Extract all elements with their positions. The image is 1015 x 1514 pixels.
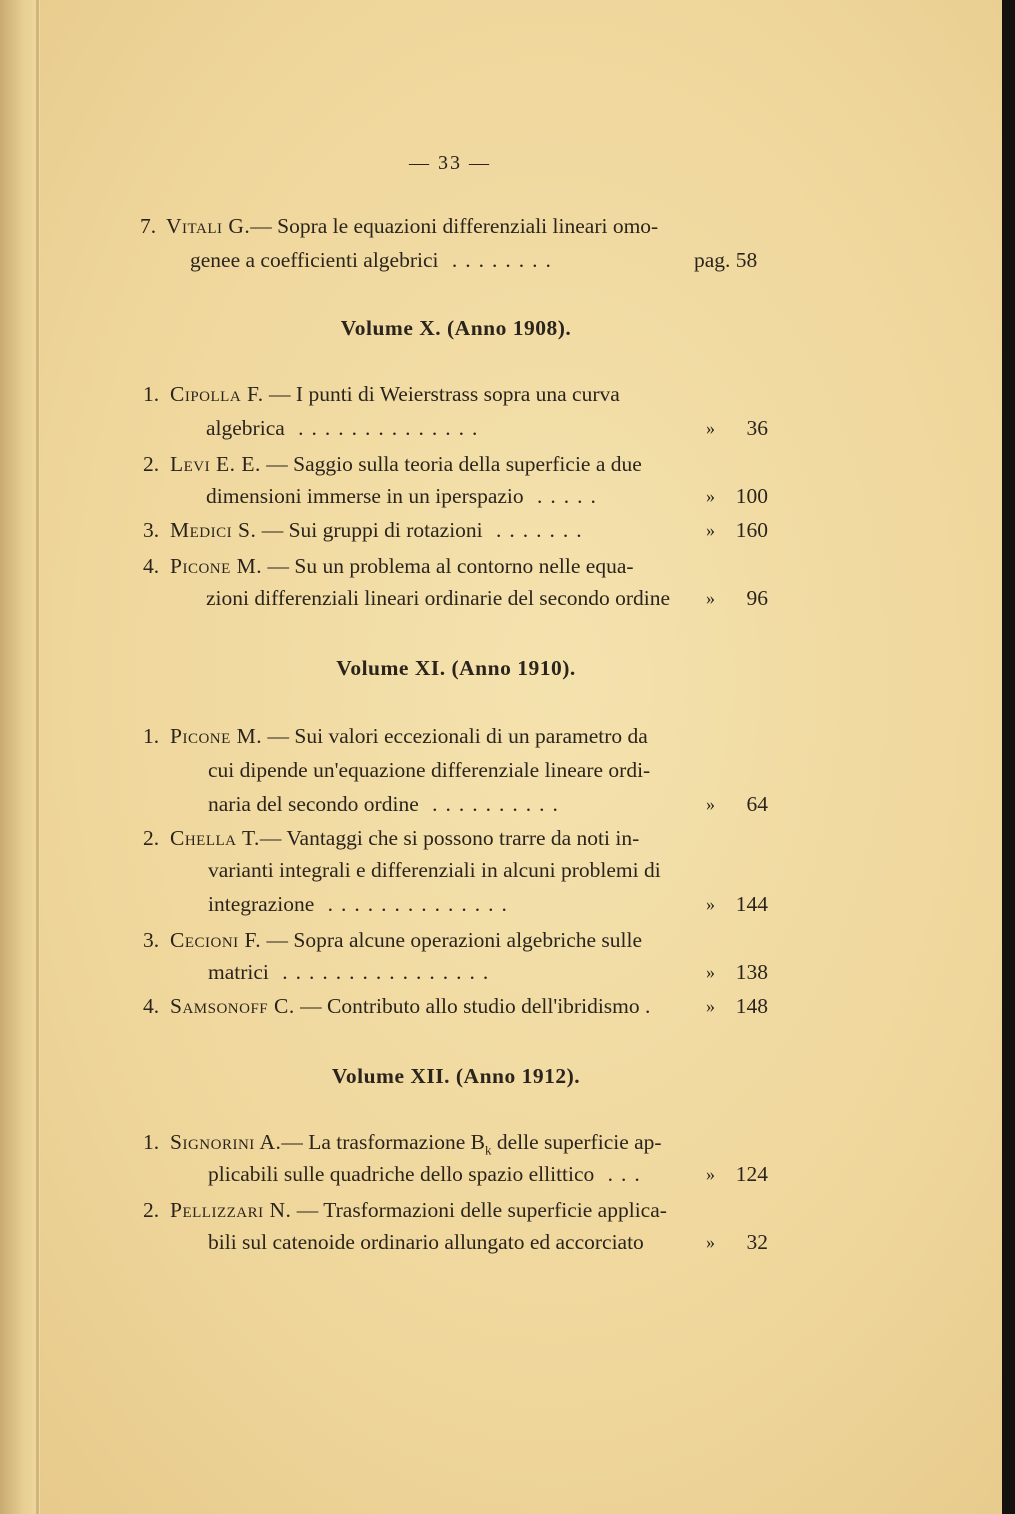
ditto-mark: »: [706, 1232, 715, 1252]
page-reference: 160: [735, 518, 768, 542]
item-number: 7.: [140, 214, 157, 238]
page-gutter: [0, 0, 40, 1514]
page-reference: 36: [746, 416, 768, 440]
page-reference: 148: [735, 994, 768, 1018]
entry-line: [170, 1196, 667, 1224]
title-text: delle superficie ap-: [491, 1130, 662, 1154]
item-number: 2.: [143, 452, 160, 476]
page-reference: 138: [735, 960, 768, 984]
entry-line: Samsonoff C. — Contributo allo studio dell'ibridismo .: [170, 994, 651, 1018]
title-text: — I punti di Weierstrass sopra una curva: [263, 382, 620, 406]
entry-line: [170, 450, 642, 478]
entry-line: [166, 212, 658, 240]
volume-heading: Volume X. (Anno 1908).: [340, 316, 572, 340]
entry-line: [170, 722, 648, 750]
page-reference: 64: [746, 792, 768, 816]
entry-line: bili sul catenoide ordinario allungato ed accorciato: [208, 1230, 644, 1254]
entry-line: [170, 380, 620, 408]
volume-heading: Volume XII. (Anno 1912).: [331, 1064, 581, 1088]
page-reference: pag. 58: [694, 248, 758, 272]
author-name: Medici S.: [170, 518, 257, 542]
ditto-mark: »: [706, 996, 715, 1016]
item-number: 1.: [143, 724, 160, 748]
title-text: — Contributo allo studio dell'ibridismo: [294, 994, 640, 1018]
entry-line: algebrica ..............: [206, 416, 486, 440]
item-number: 3.: [143, 518, 160, 542]
author-name: Vitali G.: [166, 214, 251, 238]
page-reference: 100: [735, 484, 768, 508]
item-number: 2.: [143, 826, 160, 850]
entry-line: cui dipende un'equazione differenziale lineare ordi-: [208, 758, 651, 782]
item-number: 4.: [143, 554, 160, 578]
author-name: Chella T.: [170, 826, 260, 850]
entry-line: [170, 926, 642, 954]
title-text: — Saggio sulla teoria della superficie a due: [260, 452, 642, 476]
item-number: 1.: [143, 1130, 160, 1154]
author-name: Pellizzari N.: [170, 1198, 292, 1222]
page-reference: 32: [746, 1230, 768, 1254]
entry-line: [170, 552, 634, 580]
ditto-mark: »: [706, 418, 715, 438]
entry-line: varianti integrali e differenziali in alcuni problemi di: [208, 858, 661, 882]
page-reference: 144: [735, 892, 768, 916]
entry-line: [170, 824, 639, 852]
title-text: — Su un problema al contorno nelle equa-: [262, 554, 634, 578]
ditto-mark: »: [706, 520, 715, 540]
title-text: plicabili sulle quadriche dello spazio ellittico: [208, 1162, 595, 1186]
entry-line: genee a coefficienti algebrici ........: [190, 248, 559, 272]
author-name: Picone M.: [170, 554, 263, 578]
page-number: — 33 —: [409, 152, 491, 174]
author-name: Samsonoff C.: [170, 994, 295, 1018]
subscript: k: [484, 1142, 492, 1158]
ditto-mark: »: [706, 588, 715, 608]
author-name: Signorini A.: [170, 1130, 282, 1154]
title-text: — Sui valori eccezionali di un parametro da: [262, 724, 648, 748]
author-name: Levi E. E.: [170, 452, 261, 476]
item-number: 2.: [143, 1198, 160, 1222]
title-text: — Vantaggi che si possono trarre da noti in-: [259, 826, 640, 850]
title-text: — Sopra le equazioni differenziali lineari omo-: [250, 214, 659, 238]
page-reference: 96: [746, 586, 768, 610]
entry-line: zioni differenziali lineari ordinarie del secondo ordine: [206, 586, 671, 610]
title-text: algebrica: [206, 416, 285, 440]
ditto-mark: »: [706, 794, 715, 814]
title-text: genee a coefficienti algebrici: [190, 248, 439, 272]
entry-line: integrazione ..............: [208, 892, 515, 916]
volume-heading: Volume XI. (Anno 1910).: [336, 656, 576, 680]
entry-line: plicabili sulle quadriche dello spazio ellittico ...: [208, 1162, 648, 1186]
item-number: 1.: [143, 382, 160, 406]
entry-line: dimensioni immerse in un iperspazio .....: [206, 484, 604, 508]
entry-line: Medici S. — Sui gruppi di rotazioni .......: [170, 518, 590, 542]
title-text: naria del secondo ordine: [208, 792, 419, 816]
title-text: — Trasformazioni delle superficie applica-: [291, 1198, 667, 1222]
ditto-mark: »: [706, 962, 715, 982]
binding-fold: [36, 0, 39, 1514]
title-text: — La trasformazione B: [281, 1130, 485, 1154]
author-name: Picone M.: [170, 724, 263, 748]
item-number: 4.: [143, 994, 160, 1018]
page-reference: 124: [735, 1162, 768, 1186]
item-number: 3.: [143, 928, 160, 952]
title-text: dimensioni immerse in un iperspazio: [206, 484, 524, 508]
ditto-mark: »: [706, 486, 715, 506]
ditto-mark: »: [706, 1164, 715, 1184]
author-name: Cecioni F.: [170, 928, 262, 952]
entry-line: matrici ................: [208, 960, 497, 984]
title-text: integrazione: [208, 892, 315, 916]
entry-line: [170, 1128, 662, 1164]
author-name: Cipolla F.: [170, 382, 264, 406]
dark-background: [1002, 0, 1015, 1514]
entry-line: naria del secondo ordine ..........: [208, 792, 566, 816]
ditto-mark: »: [706, 894, 715, 914]
title-text: — Sui gruppi di rotazioni: [256, 518, 483, 542]
title-text: — Sopra alcune operazioni algebriche sulle: [261, 928, 643, 952]
title-text: matrici: [208, 960, 269, 984]
